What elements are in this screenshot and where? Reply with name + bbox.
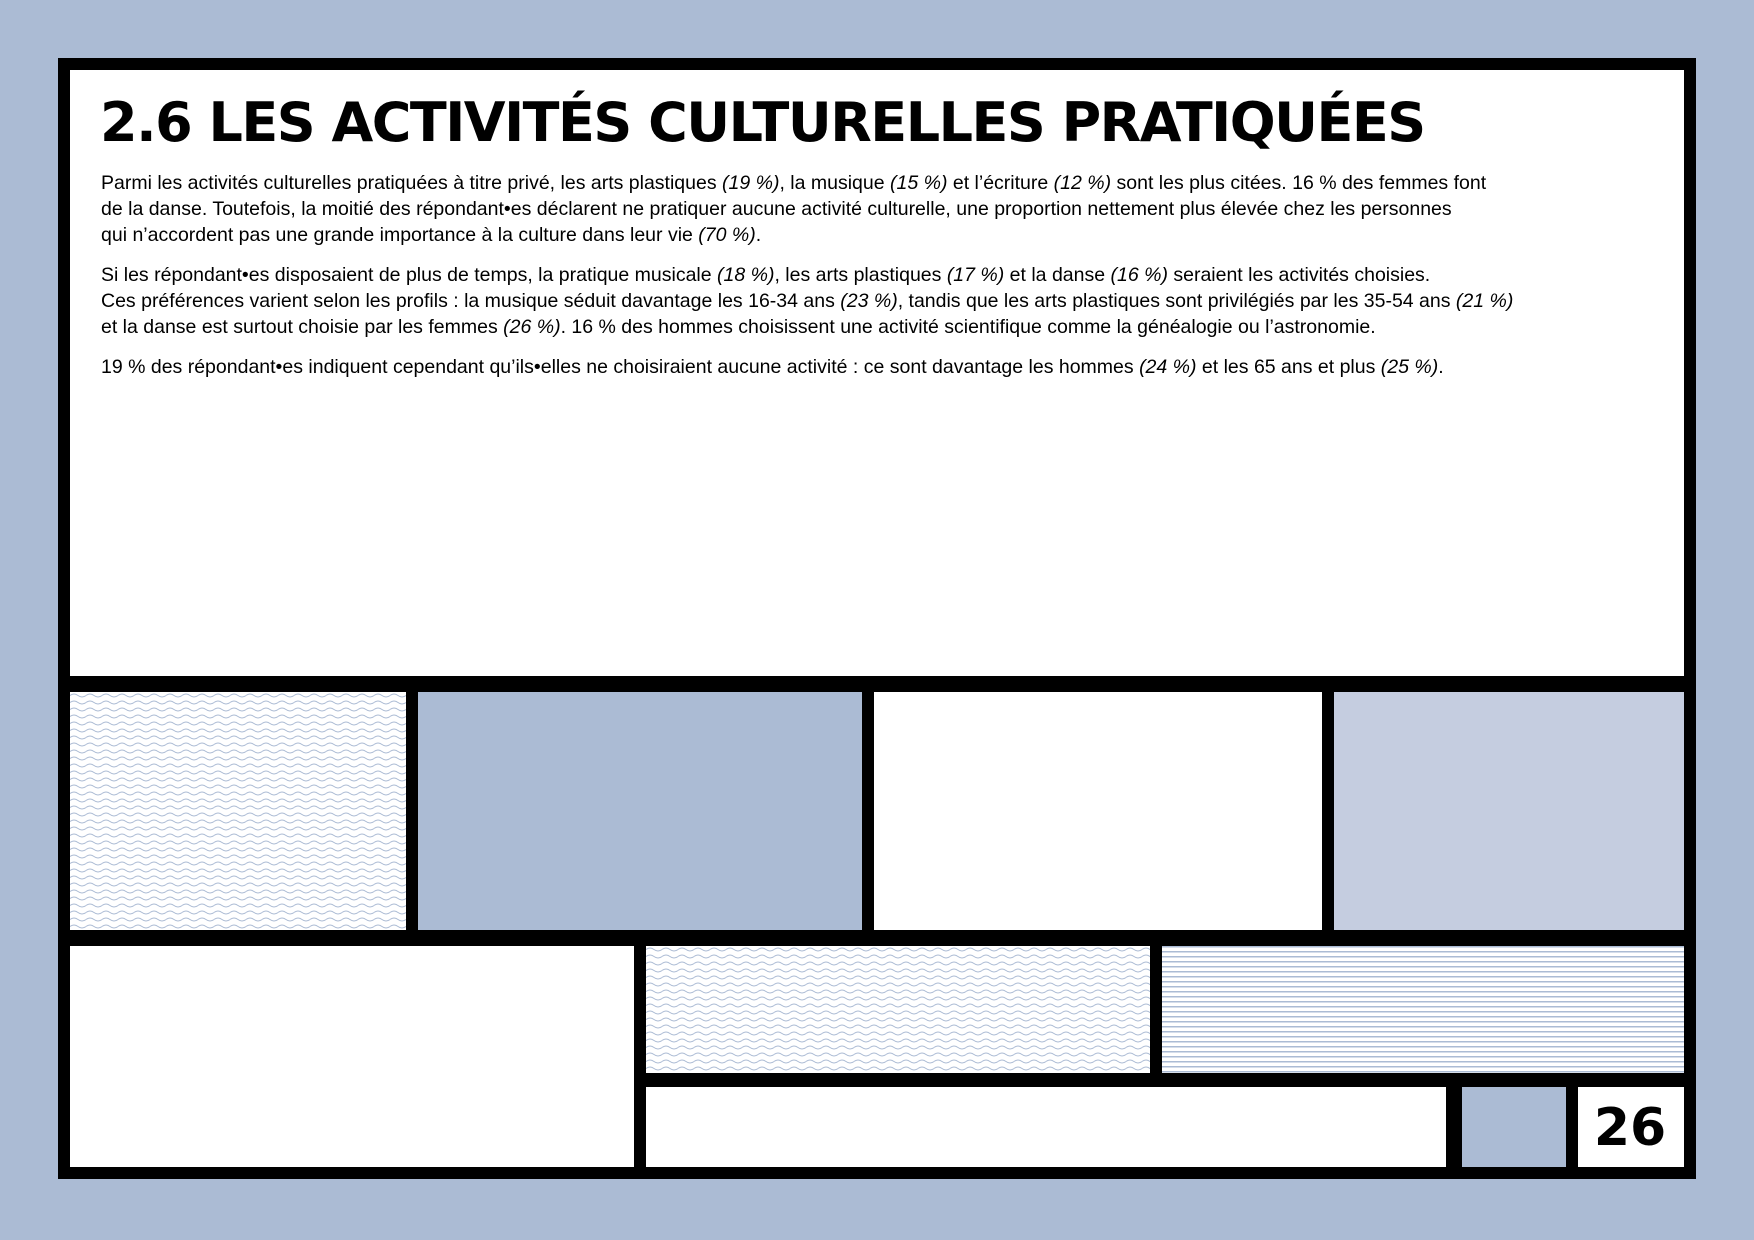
text-line (101, 316, 1376, 338)
text-run: seraient les activités choisies. (1167, 264, 1431, 286)
text-line (101, 264, 1430, 286)
percentage-figure: (15 %) (890, 172, 948, 194)
text-run: . 16 % des hommes choisissent une activité scientifique comme la généalogie ou l’astronomie. (560, 316, 1376, 338)
paragraph (101, 354, 1661, 380)
text-run: 19 % des répondant•es indiquent cependant qu’ils•elles ne choisiraient aucune activité : ce sont davantage les hommes (101, 356, 1140, 378)
percentage-figure: (26 %) (503, 316, 561, 338)
percentage-figure: (70 %) (698, 224, 756, 246)
percentage-figure: (23 %) (840, 290, 898, 312)
page-title: 2.6 LES ACTIVITÉS CULTURELLES PRATIQUÉES (100, 91, 1425, 154)
text-run: Ces préférences varient selon les profils : la musique séduit davantage les 16-34 ans (101, 290, 841, 312)
body-text (101, 170, 1661, 394)
text-run: sont les plus citées. 16 % des femmes font (1111, 172, 1487, 194)
text-run: et la danse est surtout choisie par les femmes (101, 316, 504, 338)
paragraph (101, 170, 1661, 248)
percentage-figure: (25 %) (1380, 356, 1439, 378)
wave-pattern-block (646, 946, 1150, 1073)
percentage-figure: (12 %) (1053, 172, 1112, 194)
text-run: et la danse (1004, 264, 1111, 286)
percentage-figure: (21 %) (1455, 290, 1514, 312)
text-run: , la musique (779, 172, 891, 194)
paragraph (101, 262, 1661, 340)
text-run: Si les répondant•es disposaient de plus de temps, la pratique musicale (101, 264, 718, 286)
percentage-figure: (24 %) (1139, 356, 1197, 378)
text-line (101, 172, 1486, 194)
blue-small-block (1462, 1087, 1566, 1167)
text-run: . (1438, 356, 1444, 378)
stripe-pattern-block (1162, 946, 1684, 1073)
percentage-figure: (18 %) (717, 264, 775, 286)
percentage-figure: (17 %) (946, 264, 1005, 286)
text-run: . (755, 224, 762, 246)
text-run: et les 65 ans et plus (1196, 356, 1381, 378)
percentage-figure: (16 %) (1110, 264, 1168, 286)
white-block-wide (646, 1087, 1446, 1167)
light-blue-block (1334, 692, 1684, 930)
text-line (101, 356, 1444, 378)
white-block-large (70, 946, 634, 1167)
text-run: Parmi les activités culturelles pratiquées à titre privé, les arts plastiques (101, 172, 723, 194)
text-run: , tandis que les arts plastiques sont privilégiés par les 35-54 ans (897, 290, 1456, 312)
text-run: qui n’accordent pas une grande importance à la culture dans leur vie (101, 224, 699, 246)
text-run: de la danse. Toutefois, la moitié des répondant•es déclarent ne pratiquer aucune activité culturelle, une proportion nettement plus élevée chez les personnes (101, 198, 1452, 220)
white-block (874, 692, 1322, 930)
text-line (101, 224, 761, 246)
text-line (101, 290, 1513, 312)
blue-block (418, 692, 862, 930)
wave-pattern-block (70, 692, 406, 930)
text-run: , les arts plastiques (774, 264, 947, 286)
text-line (101, 198, 1452, 220)
text-run: et l’écriture (947, 172, 1054, 194)
page-number: 26 (1593, 1098, 1667, 1158)
percentage-figure: (19 %) (722, 172, 780, 194)
